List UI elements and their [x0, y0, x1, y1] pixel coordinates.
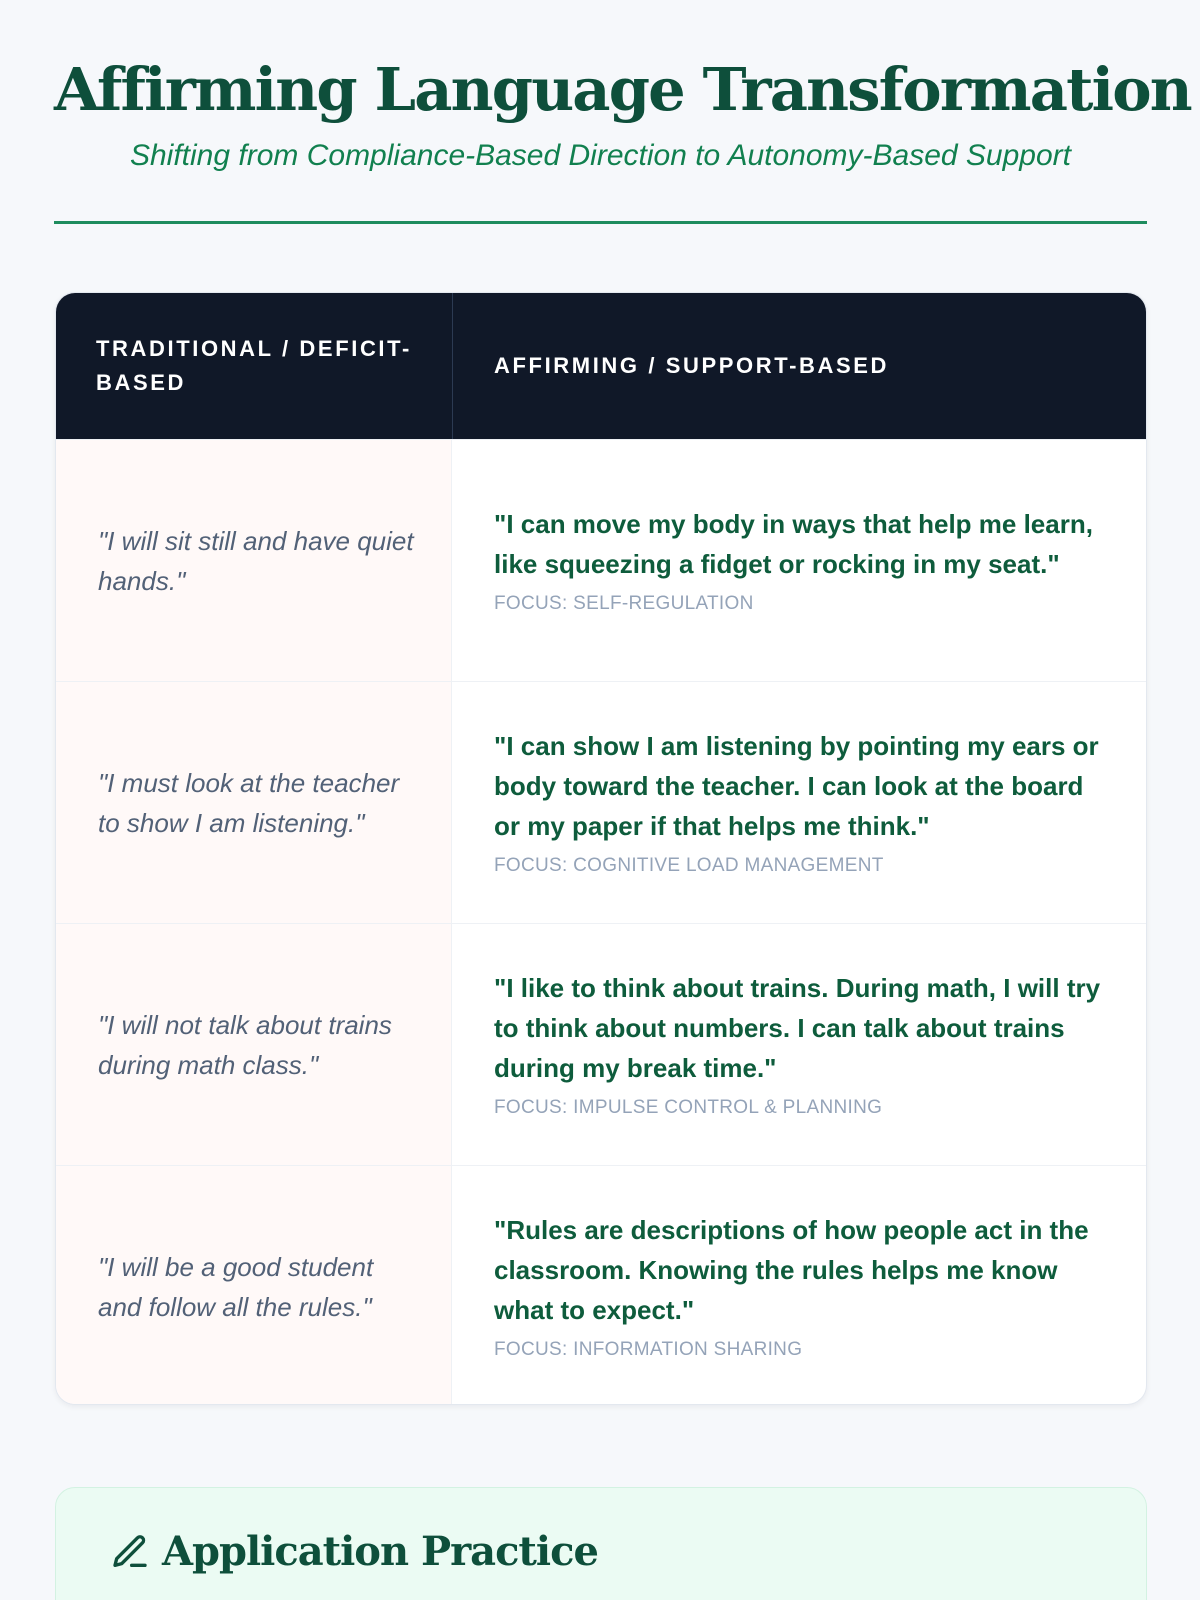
header-divider — [452, 293, 453, 439]
affirming-cell — [452, 1166, 1147, 1405]
table-header — [56, 293, 1146, 439]
column-header-affirming: AFFIRMING / SUPPORT-BASED — [494, 353, 890, 378]
page-subtitle: Shifting from Compliance-Based Direction to Autonomy-Based Support — [129, 139, 1071, 172]
focus-label: FOCUS: INFORMATION SHARING — [494, 1338, 803, 1360]
focus-label: FOCUS: COGNITIVE LOAD MANAGEMENT — [494, 854, 884, 876]
traditional-statement: "I will be a good student and follow all the rules." — [98, 1251, 374, 1322]
affirming-cell — [452, 440, 1147, 681]
traditional-cell — [56, 682, 452, 923]
affirming-statement: "I like to think about trains. During math, I will try to think about numbers. I can talk about trains during my break time." — [494, 972, 1101, 1083]
traditional-cell — [56, 924, 452, 1165]
affirming-statement: "I can show I am listening by pointing my ears or body toward the teacher. I can look at the board or my paper if that helps me think." — [494, 730, 1099, 841]
affirming-cell — [452, 682, 1147, 923]
comparison-table — [55, 292, 1147, 1405]
table-row — [56, 439, 1146, 681]
pencil-icon — [110, 1532, 150, 1572]
traditional-cell — [56, 1166, 452, 1405]
focus-label: FOCUS: SELF-REGULATION — [494, 592, 754, 614]
table-row — [56, 1165, 1146, 1405]
traditional-cell — [56, 440, 452, 681]
traditional-statement: "I will sit still and have quiet hands." — [98, 525, 414, 596]
traditional-statement: "I must look at the teacher to show I am listening." — [98, 767, 400, 838]
affirming-statement: "I can move my body in ways that help me learn, like squeezing a fidget or rocking in my seat." — [494, 508, 1093, 579]
column-header-traditional: TRADITIONAL / DEFICIT-BASED — [96, 336, 412, 395]
affirming-statement: "Rules are descriptions of how people act in the classroom. Knowing the rules helps me know what to expect." — [494, 1214, 1089, 1325]
section-title: Application Practice — [162, 1528, 598, 1575]
affirming-cell — [452, 924, 1147, 1165]
traditional-statement: "I will not talk about trains during math class." — [98, 1009, 392, 1080]
page-header — [54, 0, 1191, 224]
application-practice-section — [55, 1487, 1147, 1600]
table-row — [56, 681, 1146, 923]
focus-label: FOCUS: IMPULSE CONTROL & PLANNING — [494, 1096, 883, 1118]
table-row — [56, 923, 1146, 1165]
page-title: Affirming Language Transformation — [54, 55, 1191, 124]
